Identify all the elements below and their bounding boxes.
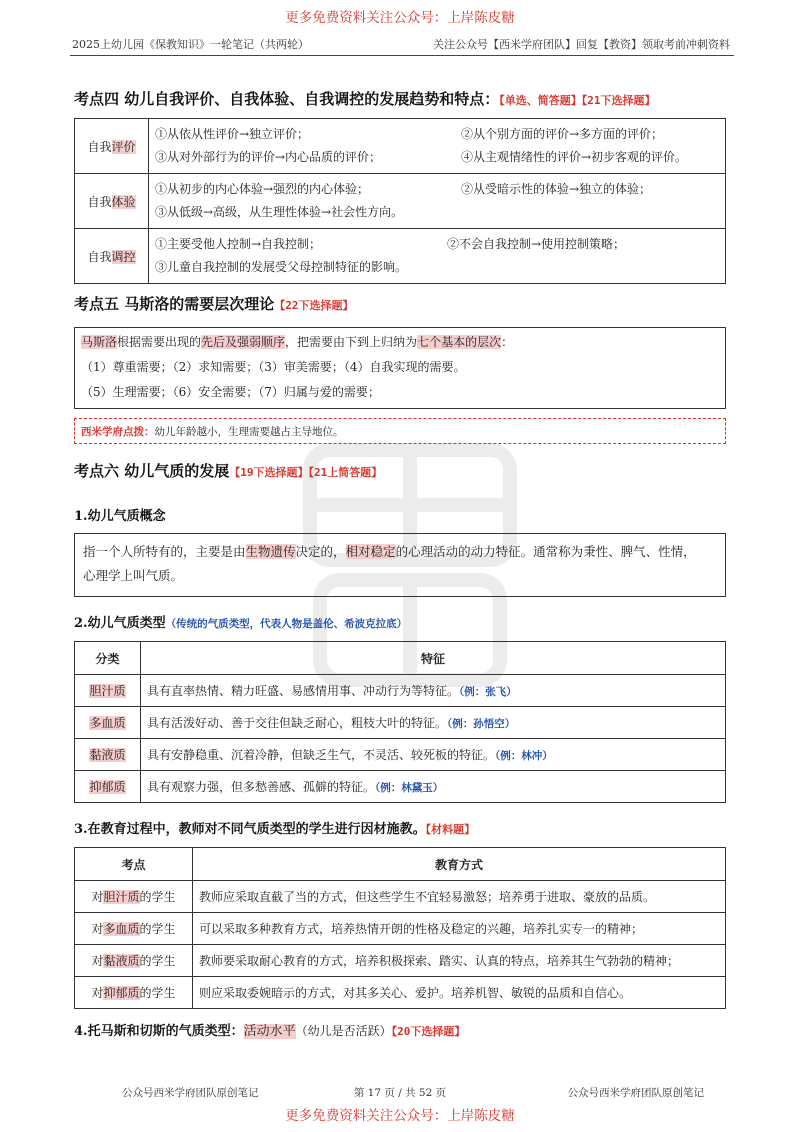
section5-title: 考点五 马斯洛的需要层次理论	[74, 295, 275, 313]
maslow-box	[74, 327, 726, 409]
teaching-methods-table	[74, 847, 726, 1009]
column-header: 特征	[141, 642, 726, 675]
section4-title: 考点四 幼儿自我评价、自我体验、自我调控的发展趋势和特点：	[74, 90, 500, 108]
teaching-heading: 3.在教育过程中，教师对不同气质类型的学生进行因材施教。【材料题】	[74, 822, 476, 837]
header-rule	[70, 55, 734, 56]
section5-heading	[74, 293, 353, 314]
section6-tag: 【19下选择题】【21上简答题】	[229, 466, 383, 479]
tip-text: 幼儿年龄越小，生理需要越占主导地位。	[154, 426, 344, 438]
row-label: 自我调控	[75, 229, 149, 284]
footer-left: 公众号西米学府团队原创笔记	[122, 1087, 259, 1099]
temperament-types-table	[74, 641, 726, 803]
table-row	[75, 119, 726, 174]
header-right: 关注公众号【西米学府团队】回复【教资】领取考前冲刺资料	[433, 38, 730, 51]
row-label: 自我体验	[75, 174, 149, 229]
temperament-concept-heading: 1.幼儿气质概念	[74, 509, 166, 524]
tip-box	[74, 418, 726, 444]
teaching-tag: 【材料题】	[425, 823, 476, 836]
maslow-intro: 马斯洛根据需要出现的先后及强弱顺序，把需要由下到上归纳为七个基本的层次：	[81, 335, 514, 349]
types-note: （传统的气质类型，代表人物是盖伦、希波克拉底）	[165, 618, 408, 630]
row-label: 自我评价	[75, 119, 149, 174]
table-header-row	[75, 642, 726, 675]
table-row	[75, 229, 726, 284]
table-row: 抑郁质 具有观察力强，但多愁善感、孤僻的特征。（例：林黛玉）	[75, 771, 726, 803]
page-number: 第 17 页 / 共 52 页	[353, 1087, 447, 1099]
row-content: ①从初步的内心体验→强烈的内心体验； ②从受暗示性的体验→独立的体验； ③从低级→高级，从生理性体验→社会性方向。	[149, 174, 726, 229]
self-development-table	[74, 118, 726, 284]
tip-label: 西米学府点拨：	[81, 426, 155, 438]
column-header: 考点	[75, 848, 193, 881]
maslow-needs-2: （5）生理需要；（6）安全需要；（7）归属与爱的需要；	[81, 385, 380, 399]
section4-heading	[74, 88, 655, 109]
section6-title: 考点六 幼儿气质的发展	[74, 462, 230, 480]
table-header-row	[75, 848, 726, 881]
table-row: 对多血质的学生 可以采取多种教育方式，培养热情开朗的性格及稳定的兴趣，培养扎实专一的精神；	[75, 913, 726, 945]
temperament-types-heading: 2.幼儿气质类型（传统的气质类型，代表人物是盖伦、希波克拉底）	[74, 616, 408, 631]
maslow-needs-1: （1）尊重需要；（2）求知需要；（3）审美需要；（4）自我实现的需要。	[81, 360, 466, 374]
table-row: 对胆汁质的学生 教师应采取直截了当的方式，但这些学生不宜轻易激怒；培养勇于进取、豪放的品质。	[75, 881, 726, 913]
top-promo: 更多免费资料关注公众号：上岸陈皮糖	[285, 10, 515, 26]
table-row: 对黏液质的学生 教师要采取耐心教育的方式，培养积极探索、踏实、认真的特点，培养其生气勃勃的精神；	[75, 945, 726, 977]
table-row: 胆汁质 具有直率热情、精力旺盛、易感情用事、冲动行为等特征。（例：张飞）	[75, 675, 726, 707]
section4-tag: 【单选、简答题】【21下选择题】	[499, 94, 656, 107]
header-left: 2025上幼儿园《保教知识》一轮笔记（共两轮）	[72, 38, 309, 51]
column-header: 教育方式	[193, 848, 726, 881]
section6-heading	[74, 460, 382, 481]
table-row	[75, 174, 726, 229]
section5-tag: 【22下选择题】	[274, 299, 354, 312]
concept-box: 指一个人所特有的，主要是由生物遗传决定的，相对稳定的心理活动的动力特征。通常称为秉性、脾气、性情， 心理学上叫气质。	[74, 533, 726, 597]
table-row: 黏液质 具有安静稳重、沉着冷静，但缺乏生气，不灵活、较死板的特征。（例：林冲）	[75, 739, 726, 771]
table-row: 多血质 具有活泼好动、善于交往但缺乏耐心，粗枝大叶的特征。（例：孙悟空）	[75, 707, 726, 739]
bottom-promo: 更多免费资料关注公众号：上岸陈皮糖	[285, 1108, 515, 1124]
table-row: 对抑郁质的学生 则应采取委婉暗示的方式，对其多关心、爱护。培养机智、敏锐的品质和自信心。	[75, 977, 726, 1009]
row-content: ①从依从性评价→独立评价； ②从个别方面的评价→多方面的评价； ③从对外部行为的评价→内心品质的评价； ④从主观情绪性的评价→初步客观的评价。	[149, 119, 726, 174]
row-content: ①主要受他人控制→自我控制； ②不会自我控制→使用控制策略； ③儿童自我控制的发展受父母控制特征的影响。	[149, 229, 726, 284]
column-header: 分类	[75, 642, 141, 675]
thomas-chess-heading: 4.托马斯和切斯的气质类型：活动水平（幼儿是否活跃）【20下选择题】	[74, 1024, 466, 1039]
footer-right: 公众号西米学府团队原创笔记	[567, 1087, 704, 1099]
